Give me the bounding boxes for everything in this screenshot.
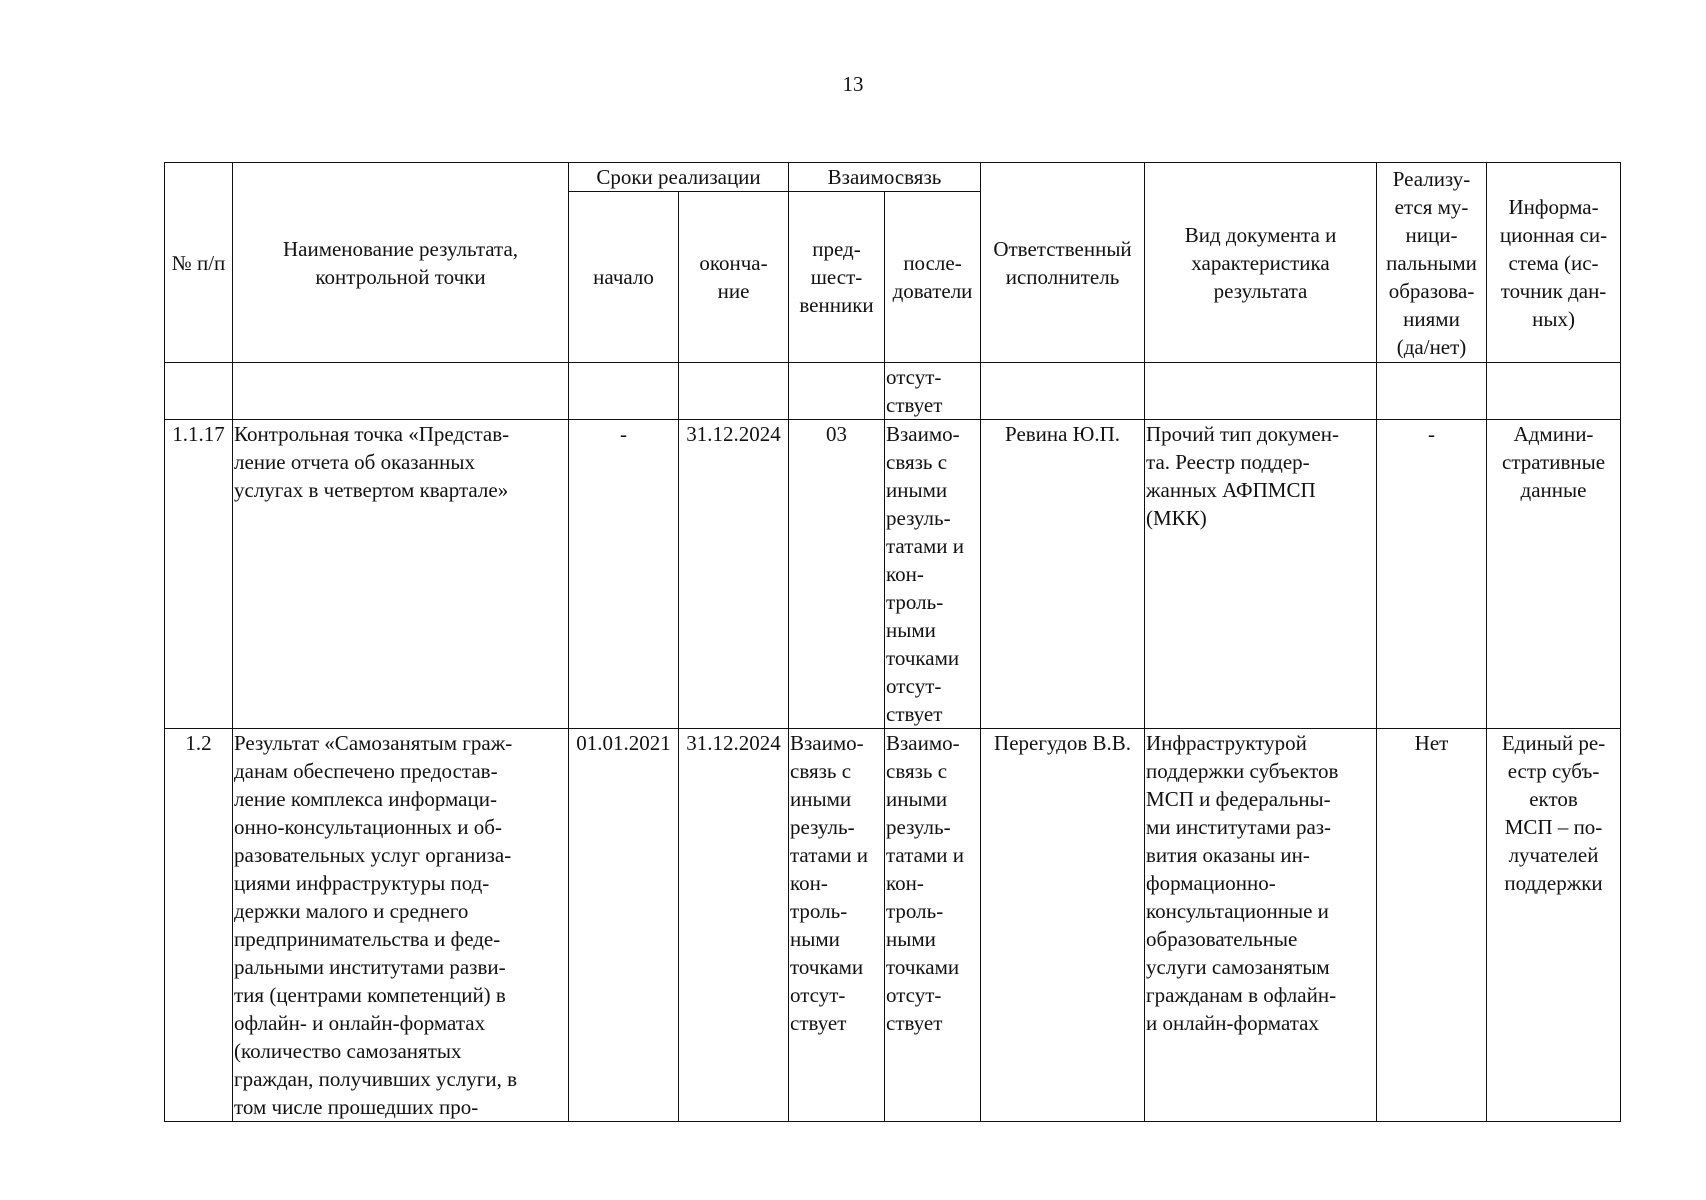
cell-responsible: Ревина Ю.П.: [981, 420, 1145, 729]
header-doc-type: Вид документа и характеристика результата: [1145, 163, 1377, 363]
cell-start: [569, 363, 679, 420]
cell-doc-type: [1145, 363, 1377, 420]
cell-doc-type: Инфраструктурой поддержки субъектов МСП и федеральны- ми институтами раз- вития оказаны ин- формационно- консультационные и образовательные услуги самозанятым гражданам в офлайн- и онлайн-форматах: [1145, 729, 1377, 1122]
header-responsible: Ответственный исполнитель: [981, 163, 1145, 363]
cell-end: 31.12.2024: [679, 729, 789, 1122]
cell-info-system: Админи- стративные данные: [1487, 420, 1621, 729]
header-name: Наименование результата, контрольной точки: [233, 163, 569, 363]
cell-info-system: Единый ре- естр субъ- ектов МСП – по- лучателей поддержки: [1487, 729, 1621, 1122]
cell-successors: Взаимо- связь с иными резуль- татами и кон- троль- ными точками отсут- ствует: [885, 729, 981, 1122]
table-row: [165, 420, 1621, 729]
cell-successors: отсут- ствует: [885, 363, 981, 420]
cell-doc-type: Прочий тип докумен- та. Реестр поддер- жанных АФПМСП (МКК): [1145, 420, 1377, 729]
header-start: начало: [569, 192, 679, 363]
cell-municipal: Нет: [1377, 729, 1487, 1122]
cell-start: -: [569, 420, 679, 729]
cell-name: Результат «Самозанятым граж- данам обеспечено предостав- ление комплекса информаци- онно-консультационных и об- разовательных услуг организа- циями инфраструктуры под- держки малого и среднего предпринимательства и феде- ральными институтами разви- тия (центрами компетенций) в офлайн- и онлайн-форматах (количество самозанятых граждан, получивших услуги, в том числе прошедших про-: [233, 729, 569, 1122]
cell-name: [233, 363, 569, 420]
header-successors: после- дователи: [885, 192, 981, 363]
results-table: [164, 162, 1621, 1122]
cell-num: 1.2: [165, 729, 233, 1122]
cell-responsible: [981, 363, 1145, 420]
header-info-system: Информа- ционная си- стема (ис- точник дан- ных): [1487, 163, 1621, 363]
header-municipal: Реализу- ется му- ници- пальными образова- ниями (да/нет): [1377, 163, 1487, 363]
cell-end: [679, 363, 789, 420]
header-link-group: Взаимосвязь: [789, 163, 981, 192]
header-end: оконча- ние: [679, 192, 789, 363]
page-number: 13: [842, 72, 864, 96]
cell-name: Контрольная точка «Представ- ление отчета об оказанных услугах в четвертом квартале»: [233, 420, 569, 729]
cell-municipal: [1377, 363, 1487, 420]
cell-predecessors: [789, 363, 885, 420]
cell-successors: Взаимо- связь с иными резуль- татами и кон- троль- ными точками отсут- ствует: [885, 420, 981, 729]
header-terms-group: Сроки реализации: [569, 163, 789, 192]
cell-num: [165, 363, 233, 420]
cell-municipal: -: [1377, 420, 1487, 729]
cell-responsible: Перегудов В.В.: [981, 729, 1145, 1122]
table-row: [165, 729, 1621, 1122]
header-num: № п/п: [165, 163, 233, 363]
header-predecessors: пред- шест- венники: [789, 192, 885, 363]
cell-start: 01.01.2021: [569, 729, 679, 1122]
cell-end: 31.12.2024: [679, 420, 789, 729]
table-row: [165, 363, 1621, 420]
cell-info-system: [1487, 363, 1621, 420]
cell-num: 1.1.17: [165, 420, 233, 729]
cell-predecessors: Взаимо- связь с иными резуль- татами и кон- троль- ными точками отсут- ствует: [789, 729, 885, 1122]
cell-predecessors: 03: [789, 420, 885, 729]
